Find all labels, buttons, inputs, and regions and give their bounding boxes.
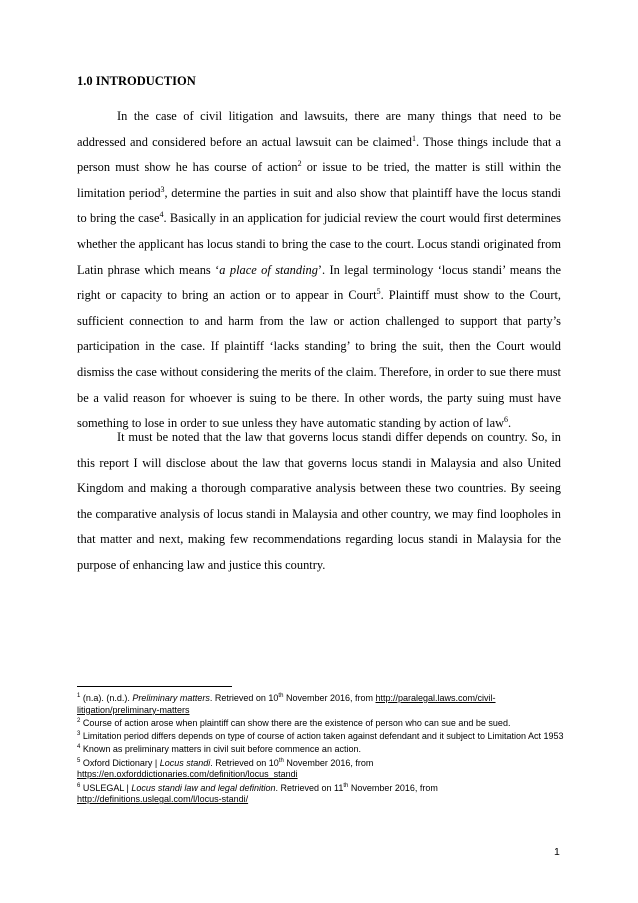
footnote-separator xyxy=(77,686,232,687)
footnote-number: 1 xyxy=(77,693,81,699)
footnote-number: 3 xyxy=(77,731,81,738)
footnote-text: November 2016, from xyxy=(283,757,374,768)
footnote-ref-6[interactable]: 6 xyxy=(504,415,509,424)
footnote-ref-2[interactable]: 2 xyxy=(297,159,302,169)
footnote-link[interactable]: https://en.oxforddictionaries.com/definition/locus_standi xyxy=(77,769,298,780)
footnote-5 xyxy=(77,758,567,781)
footnote-link[interactable]: http://definitions.uslegal.com/l/locus-standi/ xyxy=(77,794,249,805)
intro-paragraph-1 xyxy=(77,104,561,437)
intro-paragraph-2 xyxy=(77,425,561,579)
ordinal-suffix: th xyxy=(343,782,349,789)
footnote-title: Locus standi law and legal definition xyxy=(131,782,276,793)
footnote-number: 5 xyxy=(77,757,81,764)
footnote-6 xyxy=(77,783,567,806)
text-run: ’. In legal terminology ‘locus standi’ means the right or capacity to bring an action or to appear in Court xyxy=(77,262,561,303)
text-run: It must be noted that the law that governs locus standi differ depends on country. So, in this report I will disclose about the law that governs locus standi in Malaysia and also United Kingdom and making a thorough comparative analysis between these two countries. By seeing the comparative analysis of locus standi in Malaysia and other country, we may find loopholes in that matter and next, making few recommendations regarding locus standi in Malaysia for the purpose of enhancing law and justice this country. xyxy=(77,430,561,572)
footnote-4 xyxy=(77,744,567,756)
footnote-text: (n.a). (n.d.). xyxy=(80,693,133,703)
footnote-ref-1[interactable]: 1 xyxy=(412,133,417,143)
footnote-text: Limitation period differs depends on type of course of action taken against defendant and it subject to Limitation Act 1953 xyxy=(80,731,564,742)
text-run: . xyxy=(508,416,512,431)
footnote-text: . Retrieved on 11 xyxy=(275,782,344,793)
footnote-text: November 2016, from xyxy=(283,693,376,703)
italic-phrase: a place of standing xyxy=(219,262,318,277)
footnote-text: . Retrieved on 10 xyxy=(209,693,279,703)
ordinal-suffix: th xyxy=(278,757,284,764)
footnotes xyxy=(77,693,567,807)
text-run: . Plaintiff must show to the Court, sufficient connection to and harm from the law or action challenged to support that party’s participation in the case. If plaintiff ‘lacks standing’ to bring the suit, then the Court would dismiss the case without considering the merits of the claim. Therefore, in order to sue there must be a valid reason for whoever is suing to be there. In other words, the party suing must have something to lose in order to sue unless they have automatic standing by action of law xyxy=(77,288,561,431)
footnote-text: USLEGAL | xyxy=(80,782,132,793)
page-number: 1 xyxy=(554,846,560,858)
footnote-2 xyxy=(77,718,567,730)
text-run: In the case of civil litigation and lawsuits, there are many things that need to be addressed and considered before an actual lawsuit can be claimed xyxy=(77,109,561,149)
footnote-text: November 2016, from xyxy=(348,782,438,793)
footnote-number: 6 xyxy=(77,782,81,789)
footnote-title: Preliminary matters xyxy=(132,693,210,703)
text-run: , determine the parties in suit and also show that plaintiff have the locus standi to bring the case xyxy=(77,185,561,226)
footnote-ref-5[interactable]: 5 xyxy=(376,287,381,297)
footnote-link[interactable]: http://paralegal.laws.com/civil-litigation/preliminary-matters xyxy=(77,693,496,715)
footnote-ref-4[interactable]: 4 xyxy=(159,210,164,220)
footnote-number: 4 xyxy=(77,744,81,751)
footnote-ref-3[interactable]: 3 xyxy=(160,184,165,194)
text-run: . Those things include that a person must show he has course of action xyxy=(77,134,561,175)
footnote-number: 2 xyxy=(77,717,81,724)
footnote-text: . Retrieved on 10 xyxy=(210,757,279,768)
footnote-1 xyxy=(77,693,567,716)
footnote-3 xyxy=(77,731,567,743)
text-run: or issue to be tried, the matter is still within the limitation period xyxy=(77,160,561,200)
section-heading: 1.0 INTRODUCTION xyxy=(77,74,196,88)
footnote-title: Locus standi xyxy=(159,757,211,768)
ordinal-suffix: th xyxy=(278,693,284,699)
footnote-text: Course of action arose when plaintiff can show there are the existence of person who can sue and be sued. xyxy=(80,717,511,728)
footnote-text: Oxford Dictionary | xyxy=(80,757,160,768)
footnote-text: Known as preliminary matters in civil suit before commence an action. xyxy=(80,744,361,755)
text-run: . Basically in an application for judicial review the court would first determines whether the applicant has locus standi to bring the case to the court. Locus standi originated from Latin phrase which means ‘ xyxy=(77,211,561,277)
